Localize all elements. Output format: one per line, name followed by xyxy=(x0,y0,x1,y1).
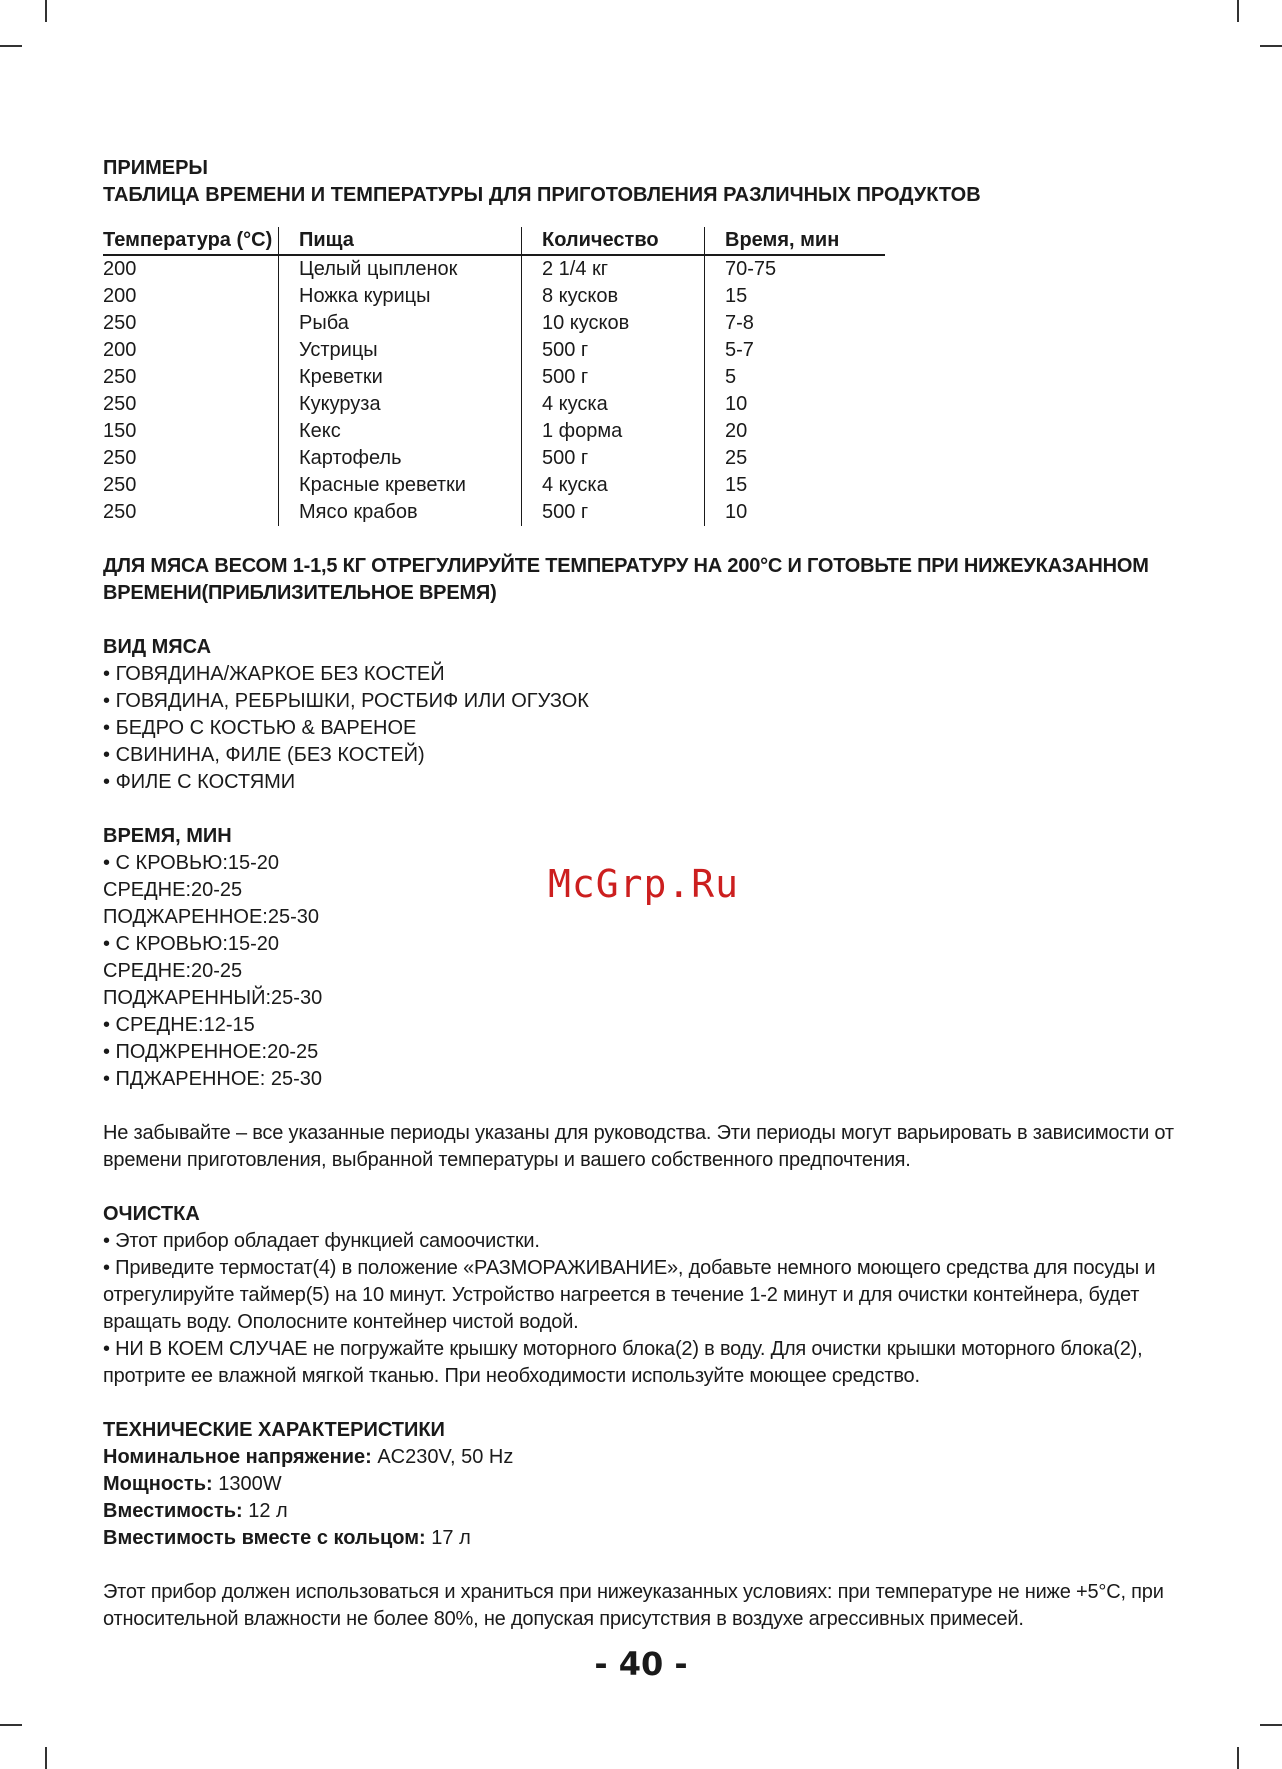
spec-value: AC230V, 50 Hz xyxy=(371,1446,514,1468)
cell-temperature: 200 xyxy=(103,258,137,280)
cell-food: Креветки xyxy=(279,364,522,391)
header-temperature: Температура (°C) xyxy=(103,227,279,255)
cleaning-heading: ОЧИСТКА xyxy=(103,1203,200,1225)
spec-capacity-ring xyxy=(103,1525,1188,1552)
cell-time: 5 xyxy=(705,364,886,391)
list-item: • БЕДРО С КОСТЬЮ & ВАРЕНОЕ xyxy=(103,715,1188,742)
meat-type-heading: ВИД МЯСА xyxy=(103,636,212,658)
crop-mark xyxy=(0,1724,22,1726)
spec-label: Мощность: xyxy=(103,1473,213,1495)
list-item: ПОДЖАРЕННЫЙ:25-30 xyxy=(103,987,323,1009)
cell-quantity: 1 форма xyxy=(522,418,705,445)
list-item: • СРЕДНЕ:12-15 xyxy=(103,1014,255,1036)
spec-value: 12 л xyxy=(242,1500,288,1522)
cell-temperature: 200 xyxy=(103,285,137,307)
cell-food: Кекс xyxy=(279,418,522,445)
page-number: - 40 - xyxy=(594,1645,688,1683)
spec-value: 17 л xyxy=(425,1527,471,1549)
meat-heading: ДЛЯ МЯСА ВЕСОМ 1-1,5 КГ ОТРЕГУЛИРУЙТЕ ТЕМПЕРАТУРУ НА 200°C И ГОТОВЬТЕ ПРИ НИЖЕУКАЗАННОМ ВРЕМЕНИ(ПРИБЛИЗИТЕЛЬНОЕ ВРЕМЯ) xyxy=(103,555,1149,604)
cell-quantity: 500 г xyxy=(522,364,705,391)
cell-food: Устрицы xyxy=(279,337,522,364)
reminder-paragraph: Не забывайте – все указанные периоды указаны для руководства. Эти периоды могут варьировать в зависимости от времени приготовления, выбранной температуры и вашего собственного предпочтения. xyxy=(103,1122,1174,1171)
cell-quantity: 8 кусков xyxy=(522,283,705,310)
table-row xyxy=(103,283,885,310)
cell-time: 20 xyxy=(705,418,886,445)
cell-time: 10 xyxy=(705,499,886,526)
time-heading: ВРЕМЯ, МИН xyxy=(103,825,232,847)
crop-mark xyxy=(1260,1724,1282,1726)
cleaning-paragraph: • Приведите термостат(4) в положение «РАЗМОРАЖИВАНИЕ», добавьте немного моющего средства для посуды и отрегулируйте таймер(5) на 10 минут. Устройство нагреется в течение 1-2 минут и для очистки контейнера, будет вращать воду. Ополосните контейнер чистой водой. xyxy=(103,1257,1156,1333)
list-item: • С КРОВЬЮ:15-20 xyxy=(103,933,280,955)
cell-quantity: 500 г xyxy=(522,337,705,364)
crop-mark xyxy=(1260,45,1282,47)
cleaning-paragraph: • Этот прибор обладает функцией самоочистки. xyxy=(103,1230,540,1252)
table-row xyxy=(103,499,885,526)
list-item: • ПДЖАРЕННОЕ: 25-30 xyxy=(103,1068,323,1090)
list-item: СРЕДНЕ:20-25 xyxy=(103,960,243,982)
cell-food: Мясо крабов xyxy=(279,499,522,526)
cell-quantity: 500 г xyxy=(522,445,705,472)
cell-quantity: 10 кусков xyxy=(522,310,705,337)
crop-mark xyxy=(45,1747,47,1769)
table-header-row xyxy=(103,227,885,255)
table-row xyxy=(103,255,885,283)
spec-label: Вместимость: xyxy=(103,1500,243,1522)
cell-quantity: 500 г xyxy=(522,499,705,526)
cell-temperature: 250 xyxy=(103,366,137,388)
cell-temperature: 250 xyxy=(103,474,137,496)
header-time: Время, мин xyxy=(705,227,886,255)
cell-food: Картофель xyxy=(279,445,522,472)
header-food: Пища xyxy=(279,227,522,255)
cell-time: 10 xyxy=(705,391,886,418)
table-row xyxy=(103,337,885,364)
spec-label: Номинальное напряжение: xyxy=(103,1446,372,1468)
list-item: • ГОВЯДИНА/ЖАРКОЕ БЕЗ КОСТЕЙ xyxy=(103,661,1188,688)
spec-power xyxy=(103,1471,1188,1498)
table-row xyxy=(103,418,885,445)
table-row xyxy=(103,310,885,337)
cell-food: Целый цыпленок xyxy=(279,255,522,283)
cleaning-paragraph: • НИ В КОЕМ СЛУЧАЕ не погружайте крышку моторного блока(2) в воду. Для очистки крышки моторного блока(2), протрите ее влажной мягкой тканью. При необходимости используйте моющее средство. xyxy=(103,1338,1143,1387)
spec-value: 1300W xyxy=(212,1473,282,1495)
cell-temperature: 250 xyxy=(103,393,137,415)
cell-time: 5-7 xyxy=(705,337,886,364)
cell-quantity: 4 куска xyxy=(522,472,705,499)
cell-time: 7-8 xyxy=(705,310,886,337)
examples-heading: ПРИМЕРЫ xyxy=(103,157,209,179)
list-item: • ГОВЯДИНА, РЕБРЫШКИ, РОСТБИФ ИЛИ ОГУЗОК xyxy=(103,688,1188,715)
specs-heading: ТЕХНИЧЕСКИЕ ХАРАКТЕРИСТИКИ xyxy=(103,1419,445,1441)
header-quantity: Количество xyxy=(522,227,705,255)
table-row xyxy=(103,472,885,499)
list-item: • СВИНИНА, ФИЛЕ (БЕЗ КОСТЕЙ) xyxy=(103,742,1188,769)
cell-temperature: 150 xyxy=(103,420,137,442)
spec-label: Вместимость вместе с кольцом: xyxy=(103,1527,426,1549)
table-row xyxy=(103,391,885,418)
cell-temperature: 200 xyxy=(103,339,137,361)
table-row xyxy=(103,364,885,391)
cell-quantity: 4 куска xyxy=(522,391,705,418)
cell-temperature: 250 xyxy=(103,312,137,334)
cell-time: 25 xyxy=(705,445,886,472)
meat-type-list xyxy=(103,661,1188,796)
list-item: • ПОДЖРЕННОЕ:20-25 xyxy=(103,1041,319,1063)
spec-voltage xyxy=(103,1444,1188,1471)
list-item: • С КРОВЬЮ:15-20 xyxy=(103,852,280,874)
table-row xyxy=(103,445,885,472)
cell-food: Красные креветки xyxy=(279,472,522,499)
cell-food: Рыба xyxy=(279,310,522,337)
cell-temperature: 250 xyxy=(103,447,137,469)
watermark-logo: McGrp.Ru xyxy=(548,862,740,906)
crop-mark xyxy=(45,0,47,22)
cell-food: Ножка курицы xyxy=(279,283,522,310)
cell-quantity: 2 1/4 кг xyxy=(522,255,705,283)
crop-mark xyxy=(1237,1747,1239,1769)
cell-time: 70-75 xyxy=(705,255,886,283)
cell-time: 15 xyxy=(705,472,886,499)
crop-mark xyxy=(0,45,22,47)
time-temperature-table xyxy=(103,227,885,526)
cell-temperature: 250 xyxy=(103,501,137,523)
storage-note: Этот прибор должен использоваться и храниться при нижеуказанных условиях: при температуре не ниже +5°C, при относительной влажности не более 80%, не допуская присутствия в воздухе агрессивных примесей. xyxy=(103,1581,1164,1630)
cell-time: 15 xyxy=(705,283,886,310)
list-item: ПОДЖАРЕННОЕ:25-30 xyxy=(103,906,320,928)
table-heading: ТАБЛИЦА ВРЕМЕНИ И ТЕМПЕРАТУРЫ ДЛЯ ПРИГОТОВЛЕНИЯ РАЗЛИЧНЫХ ПРОДУКТОВ xyxy=(103,184,981,206)
crop-mark xyxy=(1237,0,1239,22)
list-item: • ФИЛЕ С КОСТЯМИ xyxy=(103,769,1188,796)
spec-capacity xyxy=(103,1498,1188,1525)
list-item: СРЕДНЕ:20-25 xyxy=(103,879,243,901)
cell-food: Кукуруза xyxy=(279,391,522,418)
